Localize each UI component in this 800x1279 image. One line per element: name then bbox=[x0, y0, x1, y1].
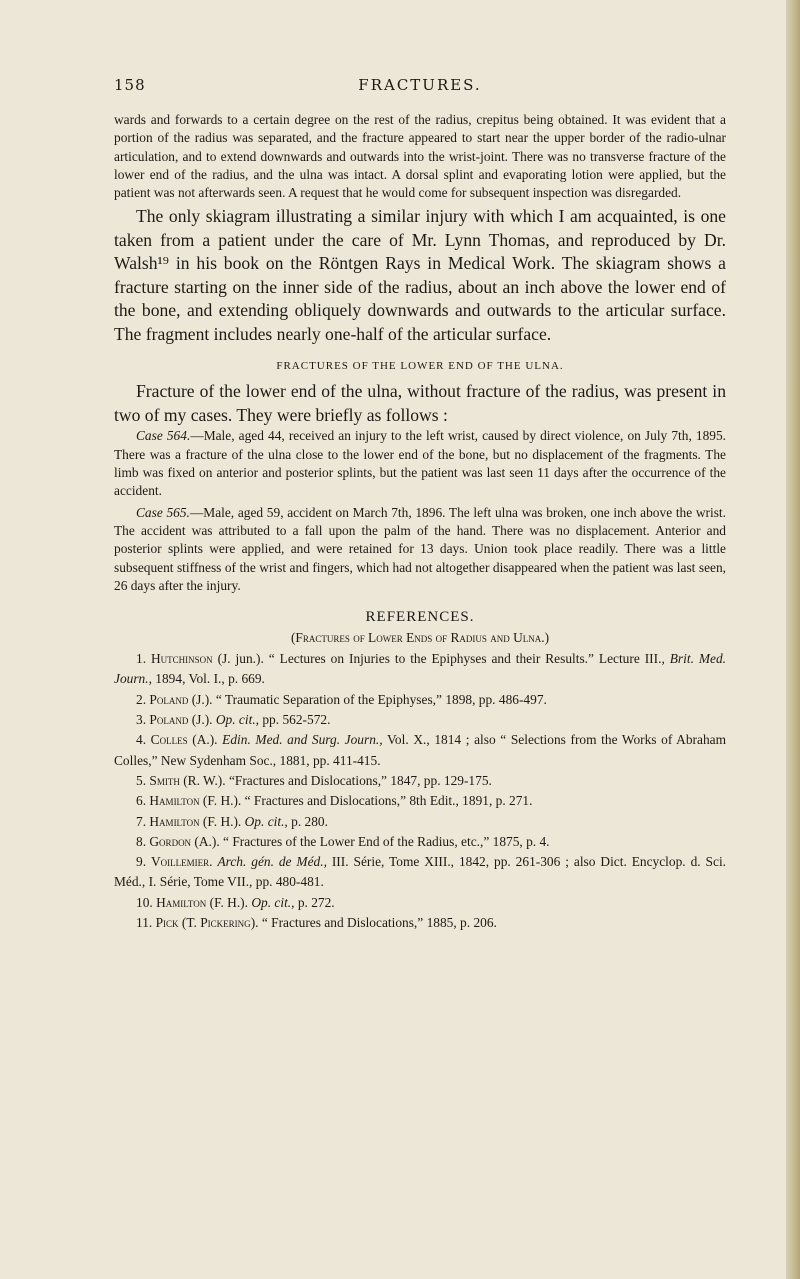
reference-journal: Arch. gén. de Méd., bbox=[217, 854, 327, 870]
reference-item bbox=[114, 791, 726, 811]
reference-author: Hamilton bbox=[149, 813, 200, 829]
reference-number: 5. bbox=[136, 772, 150, 788]
reference-journal: Op. cit., bbox=[244, 813, 288, 829]
case-564 bbox=[114, 427, 726, 500]
reference-text: (A.). “ Fractures of the Lower End of the Radius, etc.,” 1875, p. 4. bbox=[191, 833, 550, 849]
reference-author: Poland bbox=[149, 691, 189, 707]
reference-text: Vol. X., 1814 ; also “ Selections from the Works of Abraham Colles,” New Sydenham Soc., 1881, pp. 411-415. bbox=[114, 732, 727, 768]
reference-text: III. Série, Tome XIII., 1842, pp. 261-306 ; also Dict. Encyclop. d. Sci. Méd., I. Série, Tome VII., pp. 480-481. bbox=[114, 854, 727, 890]
reference-text: (T. bbox=[178, 915, 201, 931]
reference-text: (F. H.). bbox=[199, 813, 245, 829]
reference-text: (A.). bbox=[187, 732, 223, 748]
reference-item bbox=[114, 710, 726, 730]
reference-number: 10. bbox=[136, 894, 157, 910]
reference-number: 2. bbox=[136, 691, 150, 707]
reference-text: ). “ Fractures and Dislocations,” 1885, p. 206. bbox=[250, 915, 497, 931]
reference-item bbox=[114, 649, 726, 690]
reference-author: Hamilton bbox=[156, 894, 207, 910]
case-565-label: Case 565. bbox=[136, 504, 190, 520]
skiagram-paragraph: The only skiagram illustrating a similar injury with which I am acquainted, is one taken from a patient under the care of Mr. Lynn Thomas, and reproduced by Dr. Walsh¹⁹ in his book on the Röntgen Rays in Medical Work. The skiagram shows a fracture starting on the inner side of the radius, about an inch above the lower end of the bone, and extending obliquely downwards and outwards to the articular surface. The fragment includes nearly one-half of the articular surface. bbox=[114, 206, 726, 344]
reference-text: p. 280. bbox=[287, 813, 328, 829]
reference-item bbox=[114, 893, 726, 913]
reference-journal: Brit. Med. Journ., bbox=[114, 651, 726, 687]
reference-item bbox=[114, 913, 726, 933]
reference-author: Voillemier. bbox=[150, 854, 213, 870]
case-564-text: —Male, aged 44, received an injury to the left wrist, caused by direct violence, on July 7th, 1895. There was a fracture of the ulna close to the lower end of the bone, but no displacement of the fragments. The limb was fixed on anterior and posterior splints, but the patient was last seen 11 days after the occurrence of the accident. bbox=[114, 428, 726, 499]
reference-author: Colles bbox=[150, 732, 188, 748]
reference-number: 3. bbox=[136, 712, 150, 728]
reference-number: 8. bbox=[136, 833, 150, 849]
case-565 bbox=[114, 504, 726, 595]
reference-text: (F. H.). bbox=[206, 894, 252, 910]
reference-number: 9. bbox=[136, 854, 151, 870]
reference-item bbox=[114, 690, 726, 710]
case-565-text: —Male, aged 59, accident on March 7th, 1896. The left ulna was broken, one inch above the wrist. The accident was attributed to a fall upon the palm of the hand. There was no displacement. Anterior and posterior splints were applied, and were retained for 13 days. Union took place readily. There was a little subsequent stiffness of the wrist and fingers, which had not altogether disappeared when the patient was last seen, 26 days after the injury. bbox=[114, 504, 726, 593]
running-title: FRACTURES. bbox=[358, 76, 482, 94]
reference-author: Pick bbox=[155, 915, 179, 931]
reference-item bbox=[114, 852, 726, 893]
reference-item bbox=[114, 771, 726, 791]
reference-text: (F. H.). “ Fractures and Dislocations,” 8th Edit., 1891, p. 271. bbox=[199, 793, 533, 809]
page-edge bbox=[786, 0, 800, 1279]
reference-author: Smith bbox=[149, 772, 180, 788]
reference-author: Pickering bbox=[200, 915, 251, 931]
reference-text: (J.). “ Traumatic Separation of the Epiphyses,” 1898, pp. 486-497. bbox=[188, 691, 547, 707]
page-body bbox=[114, 111, 726, 933]
references-heading: REFERENCES. bbox=[365, 609, 475, 626]
intro-paragraph: wards and forwards to a certain degree on the rest of the radius, crepitus being obtained. It was evident that a portion of the radius was separated, and the fracture appeared to start near the upper border of the radio-ulnar articulation, and to extend downwards and outwards into the wrist-joint. There was no transverse fracture of the lower end of the radius, and the ulna was intact. A dorsal splint and evaporating lotion were applied, but the patient was not afterwards seen. A request that he would come for subsequent inspection was disregarded. bbox=[114, 112, 726, 201]
reference-journal: Op. cit., bbox=[215, 712, 260, 728]
reference-text: (R. W.). “Fractures and Dislocations,” 1847, pp. 129-175. bbox=[179, 772, 492, 788]
reference-author: Hutchinson bbox=[150, 651, 213, 667]
reference-text: p. 272. bbox=[294, 894, 335, 910]
ulna-intro-paragraph: Fracture of the lower end of the ulna, without fracture of the radius, was present in two of my cases. They were briefly as follows : bbox=[114, 381, 726, 425]
reference-journal: Op. cit., bbox=[251, 894, 295, 910]
reference-number: 4. bbox=[136, 732, 151, 748]
references-subheading: (Fractures of Lower Ends of Radius and Ulna.) bbox=[290, 630, 550, 646]
reference-item bbox=[114, 730, 726, 771]
reference-text: (J. jun.). “ Lectures on Injuries to the Epiphyses and their Results.” Lecture III., bbox=[212, 651, 670, 667]
reference-text: 1894, Vol. I., p. 669. bbox=[151, 671, 265, 687]
references-list bbox=[114, 649, 726, 933]
page-number: 158 bbox=[114, 76, 146, 94]
reference-number: 1. bbox=[136, 651, 151, 667]
running-header bbox=[114, 76, 726, 98]
reference-author: Poland bbox=[149, 712, 189, 728]
reference-journal: Edin. Med. and Surg. Journ., bbox=[222, 732, 383, 748]
reference-author: Gordon bbox=[149, 833, 192, 849]
reference-text: pp. 562-572. bbox=[259, 712, 331, 728]
reference-text: (J.). bbox=[188, 712, 216, 728]
reference-number: 6. bbox=[136, 793, 150, 809]
section-heading: FRACTURES OF THE LOWER END OF THE ULNA. bbox=[276, 360, 564, 373]
reference-item bbox=[114, 832, 726, 852]
reference-item bbox=[114, 812, 726, 832]
case-564-label: Case 564. bbox=[136, 428, 191, 444]
reference-number: 11. bbox=[136, 915, 156, 931]
reference-author: Hamilton bbox=[149, 793, 200, 809]
reference-number: 7. bbox=[136, 813, 150, 829]
